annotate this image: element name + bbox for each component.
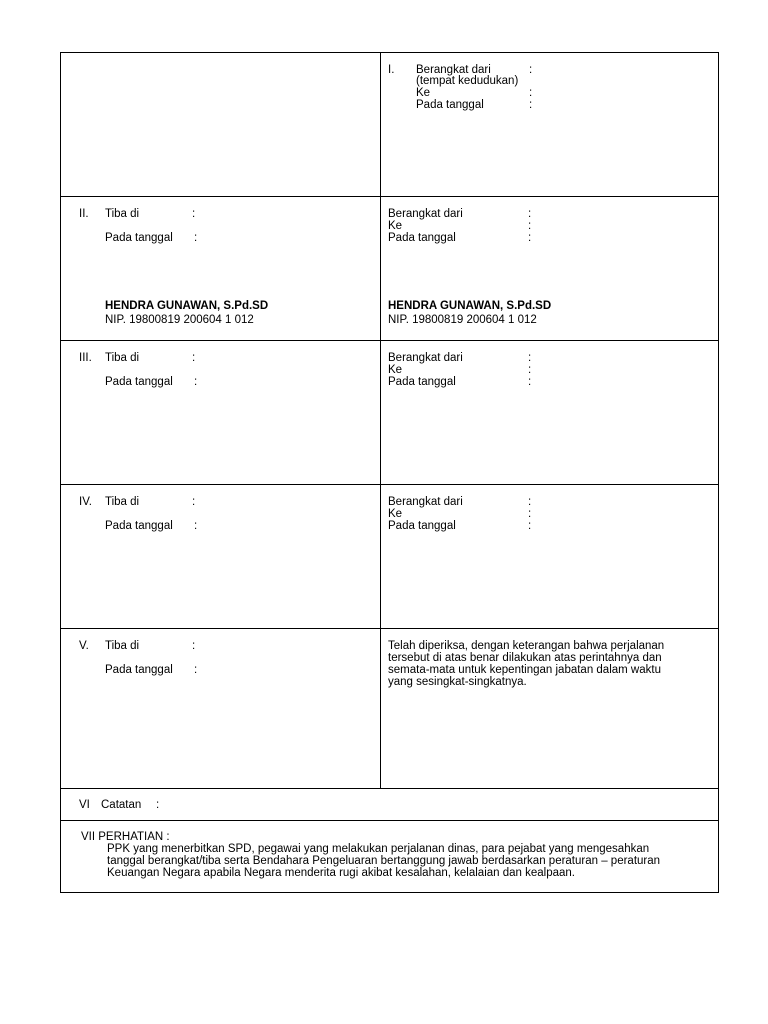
section-4-ke-colon: : [528,508,532,520]
section-1-number: I. [388,64,395,76]
section-2-tiba-colon: : [192,208,196,220]
section-2-row [61,197,718,341]
section-5-pada-colon: : [194,664,198,676]
section-1-berangkat-colon: : [529,64,533,76]
section-4-pada-right-label: Pada tanggal [388,520,456,532]
section-2-left-signer-nip: NIP. 19800819 200604 1 012 [105,314,254,326]
section-6-number: VI [79,799,90,811]
section-3-number: III. [79,352,92,364]
section-7-header: VII PERHATIAN : [81,831,170,843]
section-5-verification-line: tersebut di atas benar dilakukan atas perintahnya dan [388,652,662,664]
section-3-berangkat-colon: : [528,352,532,364]
section-2-right-signer-nip: NIP. 19800819 200604 1 012 [388,314,537,326]
section-3-berangkat-label: Berangkat dari [388,352,463,364]
section-1-ke-label: Ke [416,87,431,99]
section-4-number: IV. [79,496,93,508]
section-2-left-signer-name: HENDRA GUNAWAN, S.Pd.SD [105,300,269,312]
section-2-right-signer-name: HENDRA GUNAWAN, S.Pd.SD [388,300,552,312]
column-divider [380,53,381,789]
section-2-pada-right-colon: : [528,232,532,244]
section-2-number: II. [79,208,89,220]
section-5-pada-label: Pada tanggal [105,664,173,676]
section-1-berangkat-label: Berangkat dari [416,64,491,76]
section-4-tiba-label: Tiba di [105,496,140,508]
section-4-row [61,485,718,629]
section-6-catatan-colon: : [156,799,160,811]
section-2-ke-label: Ke [388,220,403,232]
section-7-notice-line: PPK yang menerbitkan SPD, pegawai yang melakukan perjalanan dinas, para pejabat yang mengesahkan [107,843,650,855]
section-5-number: V. [79,640,89,652]
section-3-row [61,341,718,485]
spd-back-form [60,52,719,893]
section-3-ke-label: Ke [388,364,403,376]
section-2-berangkat-colon: : [528,208,532,220]
section-1-tempat-note: (tempat kedudukan) [416,75,519,87]
section-7-notice-line: Keuangan Negara apabila Negara menderita rugi akibat kesalahan, kelalaian dan kealpaan. [107,867,575,879]
section-4-pada-colon: : [194,520,198,532]
section-5-tiba-label: Tiba di [105,640,140,652]
section-4-pada-label: Pada tanggal [105,520,173,532]
section-3-ke-colon: : [528,364,532,376]
section-5-verification-line: yang sesingkat-singkatnya. [388,676,527,688]
section-2-berangkat-label: Berangkat dari [388,208,463,220]
section-6-row [61,789,718,821]
section-5-row [61,629,718,789]
section-7-row [61,821,718,892]
section-2-pada-right-label: Pada tanggal [388,232,456,244]
section-3-pada-right-colon: : [528,376,532,388]
section-3-pada-colon: : [194,376,198,388]
section-5-verification-line: Telah diperiksa, dengan keterangan bahwa perjalanan [388,640,665,652]
section-4-pada-right-colon: : [528,520,532,532]
section-2-tiba-label: Tiba di [105,208,140,220]
section-2-pada-colon: : [194,232,198,244]
section-4-berangkat-colon: : [528,496,532,508]
section-3-tiba-colon: : [192,352,196,364]
section-2-pada-label: Pada tanggal [105,232,173,244]
section-4-berangkat-label: Berangkat dari [388,496,463,508]
section-1-pada-label: Pada tanggal [416,99,484,111]
section-3-pada-label: Pada tanggal [105,376,173,388]
section-1-row [61,53,718,197]
section-3-pada-right-label: Pada tanggal [388,376,456,388]
section-5-verification-line: semata-mata untuk kepentingan jabatan dalam waktu [388,664,661,676]
section-1-pada-colon: : [529,99,533,111]
section-2-ke-colon: : [528,220,532,232]
section-5-tiba-colon: : [192,640,196,652]
section-1-ke-colon: : [529,87,533,99]
section-4-ke-label: Ke [388,508,403,520]
section-4-tiba-colon: : [192,496,196,508]
section-3-tiba-label: Tiba di [105,352,140,364]
section-7-notice-line: tanggal berangkat/tiba serta Bendahara Pengeluaran bertanggung jawab berdasarkan peraturan – peraturan [107,855,661,867]
section-6-catatan-label: Catatan [101,799,142,811]
